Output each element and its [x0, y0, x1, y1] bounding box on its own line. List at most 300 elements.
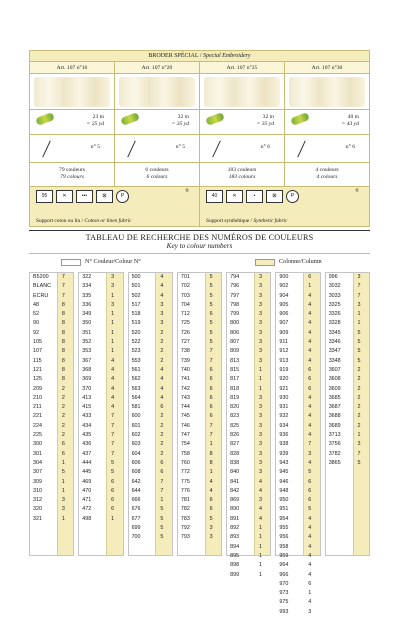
color-number: 312 — [33, 497, 42, 504]
color-count-en: 79 colours — [60, 174, 84, 180]
column-number: 8 — [61, 301, 65, 308]
column-number: 4 — [308, 413, 312, 420]
column-number: 8 — [61, 357, 65, 364]
column-number: 3 — [258, 469, 262, 476]
column-number: 6 — [209, 366, 213, 373]
color-number: 919 — [279, 366, 289, 373]
color-number: 909 — [279, 329, 289, 336]
skein-image — [119, 77, 195, 107]
color-number: 996 — [328, 274, 338, 280]
color-number: 956 — [279, 534, 289, 541]
column-number: 6 — [111, 487, 115, 494]
thread-icon — [290, 112, 310, 126]
column-number: 5 — [357, 357, 361, 364]
color-number: 444 — [82, 459, 92, 466]
column-number: 3 — [111, 274, 115, 280]
color-number: 825 — [230, 422, 240, 429]
color-number: 368 — [82, 366, 92, 373]
color-number: 307 — [33, 469, 42, 476]
column-number: 4 — [308, 394, 312, 401]
column-number: 4 — [308, 543, 312, 550]
column-number: 7 — [357, 292, 361, 299]
color-number: 520 — [131, 329, 141, 336]
band-title-en: Special Embroidery — [203, 53, 251, 59]
color-number: 970 — [279, 580, 289, 587]
column-number: 4 — [209, 487, 213, 494]
column-number: 1 — [357, 311, 361, 318]
needle-icon — [212, 141, 221, 158]
column-number: 3 — [258, 404, 262, 411]
color-number: 818 — [230, 385, 240, 392]
table-column-4 — [177, 272, 222, 556]
color-number: 3689 — [328, 422, 341, 429]
column-number: 3 — [111, 301, 115, 308]
color-number: 370 — [82, 385, 92, 392]
column-number: 3 — [258, 329, 262, 336]
iron-icon: • — [246, 190, 263, 203]
column-number: 2 — [357, 366, 361, 373]
color-number: 930 — [279, 394, 289, 401]
color-number: 842 — [230, 487, 240, 494]
color-number: 817 — [230, 376, 240, 383]
column-number: 1 — [61, 478, 65, 485]
color-number: 776 — [180, 487, 190, 494]
color-number: 321 — [33, 515, 42, 522]
column-number: 7 — [209, 348, 213, 355]
color-number: 772 — [180, 469, 190, 476]
dryclean-p-icon: P — [116, 190, 129, 203]
column-number: 3 — [258, 292, 262, 299]
color-number: 350 — [82, 320, 92, 327]
color-number: 838 — [230, 459, 240, 466]
color-number: 740 — [180, 366, 190, 373]
column-number: 3 — [61, 506, 65, 513]
color-number: 959 — [279, 552, 289, 559]
column-number: 4 — [308, 422, 312, 429]
column-number: 2 — [61, 385, 65, 392]
column-number: 1 — [111, 348, 115, 355]
color-number: 3782 — [328, 450, 341, 457]
column-number: 3 — [308, 450, 312, 457]
column-number: 4 — [160, 376, 164, 383]
column-number: 5 — [209, 301, 213, 308]
color-number: 902 — [279, 283, 289, 290]
column-number: 3 — [357, 441, 361, 448]
color-number: 738 — [180, 348, 190, 355]
color-number: 754 — [180, 441, 190, 448]
column-number: 4 — [308, 329, 312, 336]
column-number: 4 — [308, 357, 312, 364]
column-number: 2 — [160, 357, 164, 364]
color-number: 502 — [131, 292, 141, 299]
legend-swatch-column — [255, 259, 275, 266]
color-number: 642 — [131, 478, 141, 485]
column-number: 2 — [357, 394, 361, 401]
column-number: 3 — [61, 497, 65, 504]
column-number: 8 — [209, 459, 213, 466]
column-number: 5 — [308, 469, 312, 476]
legend-label-column: Colonne/Column — [279, 258, 322, 265]
color-number: 3756 — [328, 441, 341, 448]
column-number: 4 — [308, 571, 312, 578]
column-number: 3 — [209, 534, 213, 541]
color-number: 800 — [230, 320, 240, 327]
color-number: 745 — [180, 413, 190, 420]
column-number: 5 — [111, 469, 115, 476]
color-number: 367 — [82, 357, 92, 364]
color-count-en: 183 colours — [228, 174, 256, 180]
column-number: 6 — [111, 506, 115, 513]
column-number: 7 — [209, 432, 213, 439]
column-number: 2 — [357, 385, 361, 392]
color-number: 797 — [230, 292, 240, 299]
color-number: 3328 — [328, 320, 341, 327]
needle-size: n° 5 — [175, 144, 185, 150]
column-number: 2 — [61, 404, 65, 411]
color-number: 300 — [33, 441, 42, 448]
color-number: 666 — [131, 497, 141, 504]
registered-mark: ® — [185, 189, 189, 194]
color-number: 932 — [279, 413, 289, 420]
color-number: 676 — [131, 506, 141, 513]
column-number: 3 — [160, 311, 164, 318]
column-number: 3 — [160, 301, 164, 308]
table-column-5 — [226, 272, 271, 578]
color-number: 90 — [33, 320, 39, 327]
color-number: 107 — [33, 348, 42, 355]
color-number: 349 — [82, 311, 92, 318]
color-number: 760 — [180, 459, 190, 466]
column-number: 4 — [111, 385, 115, 392]
color-number: 815 — [230, 366, 240, 373]
column-number: 1 — [258, 552, 262, 559]
column-number: 4 — [209, 478, 213, 485]
color-number: 3685 — [328, 394, 341, 401]
color-number: 3609 — [328, 385, 341, 392]
needle-size: n° 6 — [345, 144, 355, 150]
color-number: 52 — [33, 311, 39, 318]
column-number: 4 — [160, 394, 164, 401]
color-number: 3607 — [328, 366, 341, 373]
needle-row — [30, 135, 369, 163]
color-number: 913 — [279, 357, 289, 364]
article-row — [30, 62, 369, 74]
color-number: 807 — [230, 339, 240, 346]
column-number: 2 — [160, 329, 164, 336]
color-number: 562 — [131, 376, 141, 383]
column-number: 2 — [357, 404, 361, 411]
column-number: 1 — [61, 459, 65, 466]
color-number: 3325 — [328, 301, 341, 308]
column-number: 2 — [160, 348, 164, 355]
product-info-band — [29, 50, 370, 227]
column-number: 4 — [111, 376, 115, 383]
color-number: 891 — [230, 515, 240, 522]
needle-icon — [42, 141, 51, 158]
length-yd: = 35 yd — [256, 121, 274, 127]
color-number: 209 — [33, 385, 42, 392]
color-number: 900 — [279, 274, 289, 280]
color-number: 437 — [82, 450, 92, 457]
thread-icon — [35, 112, 55, 126]
column-number: 6 — [209, 506, 213, 513]
table-column-6 — [275, 272, 320, 615]
color-number: 500 — [131, 274, 141, 280]
column-number: 1 — [308, 590, 312, 597]
column-number: 7 — [61, 274, 65, 280]
color-number: 3865 — [328, 459, 341, 466]
column-number: 1 — [258, 376, 262, 383]
column-number: 8 — [61, 348, 65, 355]
table-title-fr: TABLEAU DE RECHERCHE DES NUMÉROS DE COULEURS — [85, 233, 314, 242]
column-number: 3 — [258, 450, 262, 457]
column-number: 6 — [61, 450, 65, 457]
column-number: 3 — [258, 441, 262, 448]
column-number: 2 — [61, 432, 65, 439]
column-number: 7 — [61, 292, 65, 299]
column-number: 3 — [258, 301, 262, 308]
color-number: 415 — [82, 404, 92, 411]
no-tumble-dry-icon: ⊠ — [96, 190, 113, 203]
column-number: 6 — [160, 459, 164, 466]
column-number: 7 — [61, 283, 65, 290]
color-number: 433 — [82, 413, 92, 420]
color-number: 677 — [131, 515, 141, 522]
color-number: 3348 — [328, 357, 341, 364]
color-number: 221 — [33, 413, 42, 420]
color-number: 563 — [131, 385, 141, 392]
column-number: 1 — [111, 339, 115, 346]
column-number: 5 — [209, 320, 213, 327]
column-number: 7 — [209, 357, 213, 364]
color-count-fr: 6 couleurs — [145, 167, 169, 173]
column-number: 3 — [209, 525, 213, 532]
article-label: Art. 107 n°30 — [285, 62, 369, 74]
column-number: 2 — [160, 432, 164, 439]
color-count-en: 6 colours — [146, 174, 168, 180]
color-number: 435 — [82, 432, 92, 439]
color-number: 912 — [279, 348, 289, 355]
column-number: 3 — [258, 339, 262, 346]
column-number: 3 — [258, 422, 262, 429]
color-number: 743 — [180, 394, 190, 401]
color-number: 523 — [131, 348, 141, 355]
color-number: 322 — [82, 274, 92, 280]
color-number: 954 — [279, 515, 289, 522]
column-number: 3 — [258, 311, 262, 318]
color-number: 792 — [180, 525, 190, 532]
color-number: 320 — [33, 506, 42, 513]
column-number: 3 — [111, 283, 115, 290]
color-number: 436 — [82, 441, 92, 448]
color-number: 700 — [131, 534, 141, 541]
table-column-3 — [128, 272, 173, 556]
color-number: 519 — [131, 320, 141, 327]
color-number: 950 — [279, 497, 289, 504]
column-number: 4 — [308, 311, 312, 318]
color-number: 351 — [82, 329, 92, 336]
color-number: 564 — [131, 394, 141, 401]
color-number: 3688 — [328, 413, 341, 420]
color-number: 841 — [230, 478, 240, 485]
thread-icon — [205, 112, 225, 126]
column-number: 6 — [308, 385, 312, 392]
column-number: 2 — [160, 413, 164, 420]
color-number: 522 — [131, 339, 141, 346]
column-number: 8 — [61, 339, 65, 346]
column-number: 4 — [308, 525, 312, 532]
column-number: 1 — [111, 311, 115, 318]
column-number: 5 — [209, 339, 213, 346]
color-number: 434 — [82, 422, 92, 429]
length-yd: = 25 yd — [86, 121, 104, 127]
column-number: 6 — [308, 274, 312, 280]
color-number: 472 — [82, 506, 92, 513]
column-number: 6 — [209, 497, 213, 504]
column-number: 3 — [160, 320, 164, 327]
column-number: 6 — [308, 487, 312, 494]
table-column-2 — [78, 272, 123, 556]
column-number: 4 — [308, 599, 312, 606]
color-number: 799 — [230, 311, 240, 318]
column-number: 3 — [258, 413, 262, 420]
column-number: 5 — [160, 515, 164, 522]
column-number: 4 — [308, 552, 312, 559]
color-number: 809 — [230, 348, 240, 355]
length-m: 23 m — [92, 114, 104, 120]
column-number: 6 — [308, 497, 312, 504]
color-number: 445 — [82, 469, 92, 476]
color-number: 3033 — [328, 292, 341, 299]
column-number: 1 — [160, 497, 164, 504]
color-number: 125 — [33, 376, 42, 383]
color-number: 105 — [33, 339, 42, 346]
column-number: 4 — [308, 348, 312, 355]
length-yd: = 35 yd — [171, 121, 189, 127]
column-number: 2 — [61, 422, 65, 429]
column-number: 2 — [61, 413, 65, 420]
column-number: 6 — [61, 441, 65, 448]
color-number: 823 — [230, 413, 240, 420]
column-number: 4 — [111, 404, 115, 411]
column-number: 4 — [160, 385, 164, 392]
column-number: 7 — [111, 413, 115, 420]
color-number: 210 — [33, 394, 42, 401]
color-number: 3345 — [328, 329, 341, 336]
column-number: 3 — [357, 301, 361, 308]
column-number: 8 — [61, 329, 65, 336]
support-label-en: Cotton or linen fabric — [84, 218, 132, 224]
color-number: B5200 — [33, 274, 49, 280]
color-number: 92 — [33, 329, 39, 336]
column-number: 4 — [308, 459, 312, 466]
color-number: 225 — [33, 432, 42, 439]
no-tumble-dry-icon: ⊠ — [266, 190, 283, 203]
column-number: 3 — [258, 394, 262, 401]
color-number: 517 — [131, 301, 141, 308]
color-number: 820 — [230, 404, 240, 411]
column-number: 4 — [308, 404, 312, 411]
no-bleach-icon: ✕ — [56, 190, 73, 203]
band-title — [30, 51, 369, 62]
color-number: 353 — [82, 348, 92, 355]
color-number: 895 — [230, 552, 240, 559]
color-number: 794 — [230, 274, 240, 280]
column-number: 4 — [111, 394, 115, 401]
column-number: 5 — [357, 459, 361, 466]
column-number: 4 — [111, 366, 115, 373]
column-number: 1 — [258, 385, 262, 392]
column-number: 3 — [258, 283, 262, 290]
color-number: 3032 — [328, 283, 341, 290]
column-number: 4 — [308, 534, 312, 541]
column-number: 7 — [209, 422, 213, 429]
column-number: 7 — [357, 450, 361, 457]
column-number: 5 — [160, 534, 164, 541]
color-count-en: 4 colours — [316, 174, 338, 180]
color-number: 702 — [180, 283, 190, 290]
color-number: 469 — [82, 478, 92, 485]
color-number: 334 — [82, 283, 92, 290]
color-number: 958 — [279, 543, 289, 550]
color-number: 975 — [279, 599, 289, 606]
column-number: 4 — [308, 339, 312, 346]
column-number: 4 — [258, 515, 262, 522]
column-number: 1 — [258, 366, 262, 373]
color-number: 973 — [279, 590, 289, 597]
column-number: 6 — [160, 404, 164, 411]
column-number: 3 — [258, 274, 262, 280]
column-number: 1 — [111, 320, 115, 327]
color-number: 783 — [180, 515, 190, 522]
wash-95-icon: 95 — [36, 190, 53, 203]
legend — [29, 257, 370, 269]
color-number: 712 — [180, 311, 190, 318]
column-number: 1 — [111, 515, 115, 522]
column-number: 4 — [160, 292, 164, 299]
column-number: 8 — [61, 320, 65, 327]
care-row — [30, 187, 369, 227]
color-number: 938 — [279, 441, 289, 448]
color-number: 115 — [33, 357, 42, 364]
column-number: 4 — [160, 274, 164, 280]
column-number: 7 — [308, 441, 312, 448]
column-number: 4 — [308, 301, 312, 308]
color-number: 741 — [180, 376, 190, 383]
column-number: 3 — [258, 459, 262, 466]
column-number: 1 — [258, 534, 262, 541]
color-number: 798 — [230, 301, 240, 308]
color-number: 948 — [279, 487, 289, 494]
color-number: 470 — [82, 487, 92, 494]
color-number: 840 — [230, 469, 240, 476]
column-number: 4 — [258, 506, 262, 513]
iron-icon: ••• — [76, 190, 93, 203]
color-number: 892 — [230, 525, 240, 532]
needle-icon — [127, 141, 136, 158]
column-number: 4 — [160, 366, 164, 373]
column-number: 5 — [308, 506, 312, 513]
column-number: 5 — [160, 506, 164, 513]
column-number: 3 — [308, 608, 312, 615]
column-number: 5 — [111, 459, 115, 466]
color-number: 945 — [279, 469, 289, 476]
color-number: 782 — [180, 506, 190, 513]
column-number: 3 — [258, 320, 262, 327]
skein-image — [289, 77, 365, 107]
column-number: 2 — [160, 441, 164, 448]
support-label-fr: Support coton ou lin / — [36, 218, 85, 224]
